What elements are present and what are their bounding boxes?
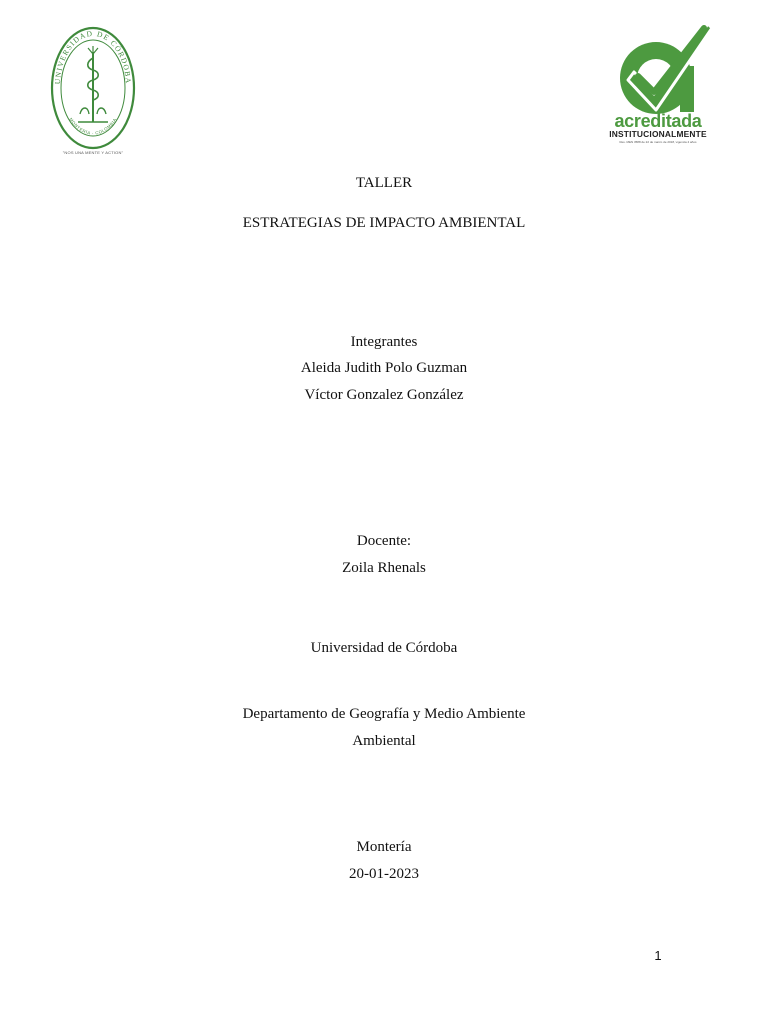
university-seal-icon <box>48 24 138 154</box>
university-name: Universidad de Córdoba <box>310 640 458 656</box>
teacher-name: Zoila Rhenals <box>342 560 426 576</box>
page-number: 1 <box>654 948 662 963</box>
document-subject: ESTRATEGIAS DE IMPACTO AMBIENTAL <box>242 215 526 231</box>
members-label: Integrantes <box>350 334 418 350</box>
department-name: Departamento de Geografía y Medio Ambiente <box>242 706 526 722</box>
document-date: 20-01-2023 <box>349 866 419 882</box>
member-name: Aleida Judith Polo Guzman <box>300 360 468 376</box>
document-title: TALLER <box>355 175 413 191</box>
city-name: Montería <box>356 839 412 855</box>
seal-ring-text: UNIVERSIDAD DE CÓRDOBA <box>52 28 134 85</box>
program-name: Ambiental <box>352 733 416 749</box>
teacher-label: Docente: <box>356 533 412 549</box>
seal-bottom-text: MONTERÍA - COLOMBIA <box>68 116 118 136</box>
acreditada-subtitle: INSTITUCIONALMENTE <box>609 129 707 139</box>
member-name: Víctor Gonzalez González <box>304 387 464 403</box>
seal-motto: "NOS UNA MENTE Y ACTION" <box>62 150 124 155</box>
acreditada-fine-print: Res. MEN 3588 de 22 de marzo de 2018, vigencia 4 años <box>619 140 697 144</box>
acreditada-wordmark: acreditada <box>614 111 702 131</box>
